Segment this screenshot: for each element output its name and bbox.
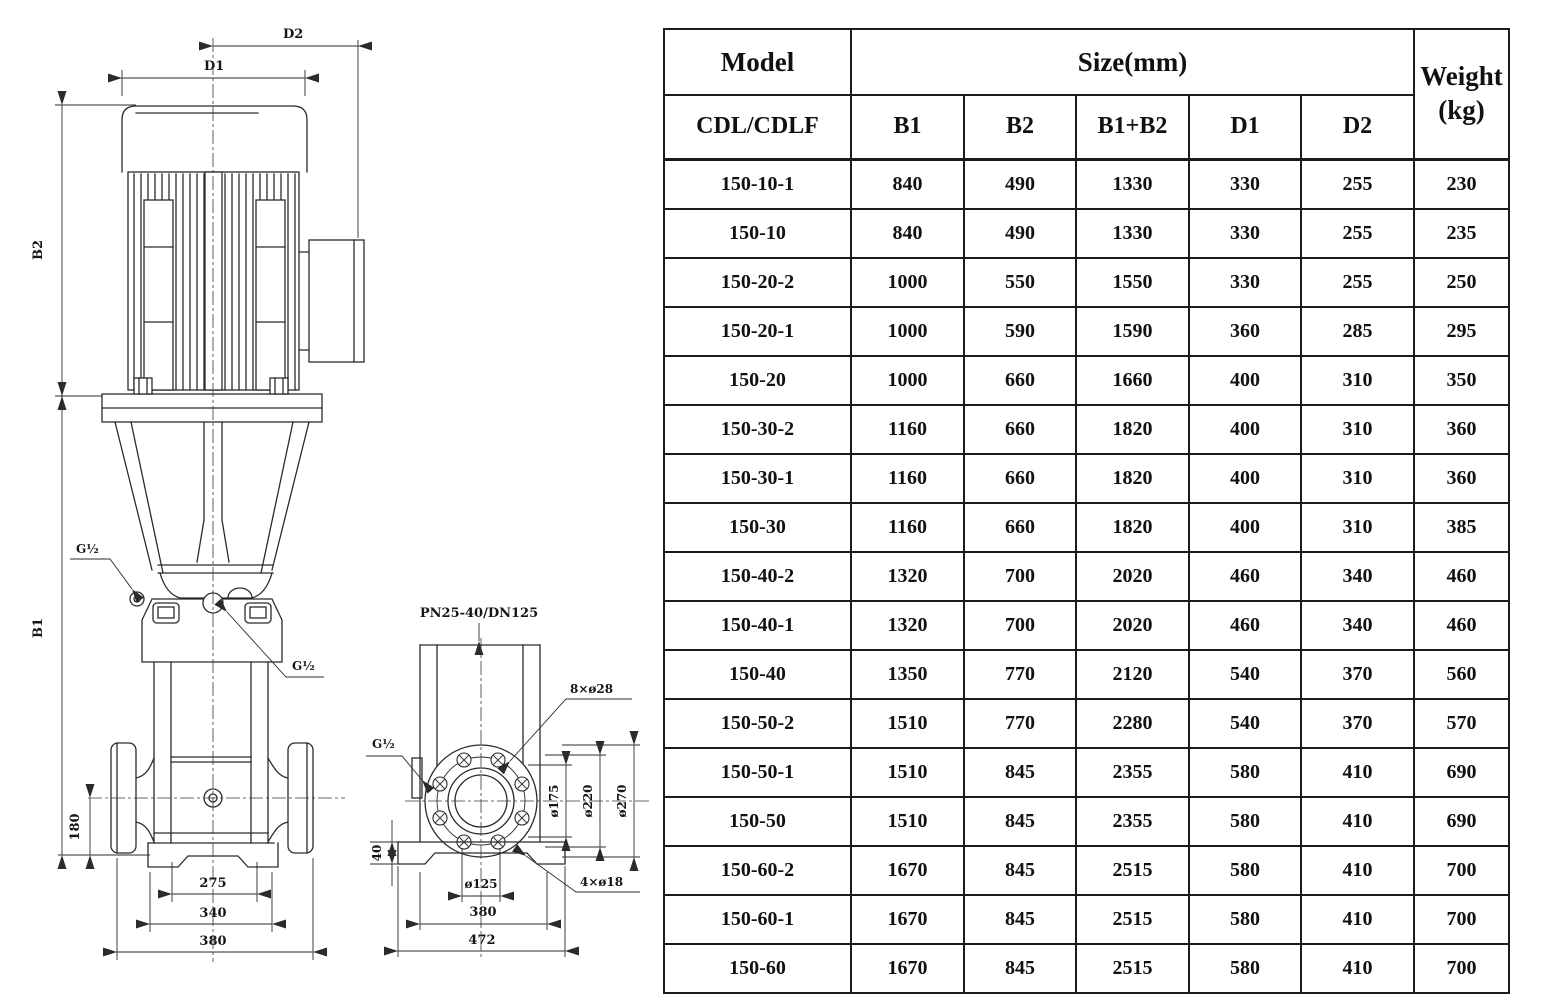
dimension-table: [663, 28, 1510, 994]
cell-b1b2: 1820: [1076, 503, 1189, 552]
dim-label-dia220: ø220: [581, 784, 595, 818]
col-header-weight: [1414, 29, 1509, 159]
cell-b2: 660: [964, 503, 1076, 552]
cell-d1: 580: [1189, 944, 1301, 993]
table-row: [664, 601, 1509, 650]
cell-weight: 700: [1414, 944, 1509, 993]
cell-d1: 580: [1189, 846, 1301, 895]
cell-b1b2: 2280: [1076, 699, 1189, 748]
cell-model: 150-60: [664, 944, 851, 993]
cell-b1: 1670: [851, 944, 964, 993]
cell-b2: 660: [964, 405, 1076, 454]
flange-spec-label: PN25-40/DN125: [419, 606, 539, 621]
table-row: [664, 454, 1509, 503]
table-row: [664, 405, 1509, 454]
cell-b1: 1510: [851, 699, 964, 748]
cell-d1: 580: [1189, 895, 1301, 944]
cell-d1: 540: [1189, 699, 1301, 748]
cell-model: 150-30: [664, 503, 851, 552]
cell-weight: 360: [1414, 454, 1509, 503]
cell-b2: 845: [964, 895, 1076, 944]
cell-d1: 400: [1189, 356, 1301, 405]
table-row: [664, 797, 1509, 846]
cell-b1b2: 2515: [1076, 895, 1189, 944]
weight-label-line1: Weight: [1420, 61, 1503, 91]
dim-label-380: 380: [199, 934, 227, 949]
dim-label-dia270: ø270: [615, 784, 629, 818]
dim-label-340: 340: [199, 906, 227, 921]
cell-b1: 1510: [851, 797, 964, 846]
cell-d1: 580: [1189, 797, 1301, 846]
cell-b1b2: 2355: [1076, 797, 1189, 846]
cell-b2: 845: [964, 748, 1076, 797]
dim-label-b2: B2: [31, 239, 46, 261]
cell-d2: 255: [1301, 159, 1414, 209]
cell-b1b2: 2020: [1076, 601, 1189, 650]
cell-d2: 340: [1301, 601, 1414, 650]
dim-label-472: 472: [468, 933, 496, 948]
dim-label-dia175: ø175: [547, 784, 561, 818]
cell-d1: 400: [1189, 503, 1301, 552]
cell-b1: 1160: [851, 503, 964, 552]
table-row: [664, 699, 1509, 748]
col-header-model-sub: CDL/CDLF: [664, 95, 851, 159]
cell-b2: 490: [964, 159, 1076, 209]
cell-b2: 590: [964, 307, 1076, 356]
cell-weight: 560: [1414, 650, 1509, 699]
cell-weight: 700: [1414, 895, 1509, 944]
cell-model: 150-10-1: [664, 159, 851, 209]
cell-model: 150-50: [664, 797, 851, 846]
cell-model: 150-60-2: [664, 846, 851, 895]
cell-d2: 310: [1301, 503, 1414, 552]
cell-weight: 350: [1414, 356, 1509, 405]
cell-d2: 310: [1301, 356, 1414, 405]
cell-weight: 460: [1414, 601, 1509, 650]
cell-b1: 1670: [851, 846, 964, 895]
cell-b1: 840: [851, 209, 964, 258]
cell-weight: 385: [1414, 503, 1509, 552]
table-row: [664, 307, 1509, 356]
dim-label-275: 275: [199, 876, 227, 891]
cell-b1: 1000: [851, 307, 964, 356]
cell-b1: 1350: [851, 650, 964, 699]
cell-model: 150-40-1: [664, 601, 851, 650]
cell-d2: 310: [1301, 405, 1414, 454]
table-row: [664, 748, 1509, 797]
cell-b2: 845: [964, 846, 1076, 895]
table-body: [664, 159, 1509, 993]
cell-b2: 770: [964, 650, 1076, 699]
cell-b1: 1000: [851, 258, 964, 307]
cell-b1b2: 2515: [1076, 944, 1189, 993]
dim-label-40: 40: [370, 844, 384, 862]
cell-d2: 410: [1301, 797, 1414, 846]
cell-b1b2: 1820: [1076, 454, 1189, 503]
cell-model: 150-20-1: [664, 307, 851, 356]
cell-model: 150-30-1: [664, 454, 851, 503]
cell-b1b2: 1820: [1076, 405, 1189, 454]
dim-label-b1: B1: [31, 617, 46, 639]
cell-b1b2: 1550: [1076, 258, 1189, 307]
cell-d1: 360: [1189, 307, 1301, 356]
cell-weight: 295: [1414, 307, 1509, 356]
cell-d1: 330: [1189, 258, 1301, 307]
cell-b1: 1320: [851, 601, 964, 650]
table-row: [664, 159, 1509, 209]
cell-b2: 845: [964, 797, 1076, 846]
cell-b1b2: 2355: [1076, 748, 1189, 797]
cell-model: 150-50-1: [664, 748, 851, 797]
cell-model: 150-40: [664, 650, 851, 699]
table-row: [664, 650, 1509, 699]
cell-b1: 1160: [851, 454, 964, 503]
cell-d2: 340: [1301, 552, 1414, 601]
dim-label-d2: D2: [283, 27, 304, 42]
dim-label-dia125: ø125: [464, 877, 498, 891]
cell-d1: 460: [1189, 552, 1301, 601]
plan-view: [366, 606, 650, 958]
table-row: [664, 895, 1509, 944]
cell-d1: 580: [1189, 748, 1301, 797]
cell-b1: 840: [851, 159, 964, 209]
base-holes-label: 4×ø18: [580, 875, 624, 889]
table-row: [664, 356, 1509, 405]
cell-b1b2: 1590: [1076, 307, 1189, 356]
cell-d1: 460: [1189, 601, 1301, 650]
cell-d2: 255: [1301, 209, 1414, 258]
cell-weight: 360: [1414, 405, 1509, 454]
table-row: [664, 209, 1509, 258]
cell-model: 150-10: [664, 209, 851, 258]
cell-b1b2: 1330: [1076, 209, 1189, 258]
bolt-holes-label: 8×ø28: [570, 682, 614, 696]
cell-weight: 570: [1414, 699, 1509, 748]
cell-d1: 400: [1189, 405, 1301, 454]
cell-d1: 540: [1189, 650, 1301, 699]
cell-weight: 230: [1414, 159, 1509, 209]
cell-b2: 845: [964, 944, 1076, 993]
cell-b1b2: 1330: [1076, 159, 1189, 209]
cell-d2: 285: [1301, 307, 1414, 356]
cell-b1b2: 1660: [1076, 356, 1189, 405]
cell-d2: 410: [1301, 944, 1414, 993]
col-header-model: Model: [664, 29, 851, 95]
port-label-g-half-upper: G½: [76, 542, 99, 556]
cell-weight: 460: [1414, 552, 1509, 601]
table-row: [664, 552, 1509, 601]
front-view: [31, 27, 364, 962]
cell-model: 150-50-2: [664, 699, 851, 748]
cell-d2: 370: [1301, 699, 1414, 748]
cell-weight: 235: [1414, 209, 1509, 258]
cell-model: 150-30-2: [664, 405, 851, 454]
cell-model: 150-60-1: [664, 895, 851, 944]
cell-weight: 690: [1414, 797, 1509, 846]
cell-b1b2: 2120: [1076, 650, 1189, 699]
table-row: [664, 846, 1509, 895]
dim-label-d1: D1: [204, 59, 225, 74]
cell-d2: 410: [1301, 748, 1414, 797]
cell-b2: 550: [964, 258, 1076, 307]
cell-d2: 370: [1301, 650, 1414, 699]
cell-d1: 330: [1189, 209, 1301, 258]
dim-label-380-plan: 380: [469, 905, 497, 920]
cell-weight: 690: [1414, 748, 1509, 797]
cell-b1b2: 2020: [1076, 552, 1189, 601]
cell-b1: 1000: [851, 356, 964, 405]
cell-d2: 410: [1301, 846, 1414, 895]
cell-model: 150-20: [664, 356, 851, 405]
col-header-d2: D2: [1301, 95, 1414, 159]
col-header-b1: B1: [851, 95, 964, 159]
cell-b2: 700: [964, 552, 1076, 601]
table-row: [664, 503, 1509, 552]
cell-d2: 310: [1301, 454, 1414, 503]
weight-label-line2: (kg): [1438, 94, 1485, 125]
port-label-g-half-lower: G½: [292, 659, 315, 673]
cell-b2: 700: [964, 601, 1076, 650]
cell-b1: 1670: [851, 895, 964, 944]
cell-model: 150-40-2: [664, 552, 851, 601]
cell-d1: 400: [1189, 454, 1301, 503]
cell-b2: 660: [964, 454, 1076, 503]
cell-d2: 255: [1301, 258, 1414, 307]
cell-b1: 1510: [851, 748, 964, 797]
cell-d1: 330: [1189, 159, 1301, 209]
cell-b2: 490: [964, 209, 1076, 258]
cell-b1: 1160: [851, 405, 964, 454]
table-row: [664, 258, 1509, 307]
col-header-d1: D1: [1189, 95, 1301, 159]
pump-technical-drawing: [0, 0, 660, 1000]
cell-weight: 700: [1414, 846, 1509, 895]
col-header-b1b2: B1+B2: [1076, 95, 1189, 159]
col-header-size: Size(mm): [851, 29, 1414, 95]
cell-b2: 660: [964, 356, 1076, 405]
cell-b2: 770: [964, 699, 1076, 748]
cell-b1b2: 2515: [1076, 846, 1189, 895]
col-header-b2: B2: [964, 95, 1076, 159]
cell-weight: 250: [1414, 258, 1509, 307]
table-row: [664, 944, 1509, 993]
cell-b1: 1320: [851, 552, 964, 601]
dim-label-180: 180: [68, 813, 83, 841]
cell-d2: 410: [1301, 895, 1414, 944]
port-label-g-half-plan: G½: [372, 737, 395, 751]
cell-model: 150-20-2: [664, 258, 851, 307]
